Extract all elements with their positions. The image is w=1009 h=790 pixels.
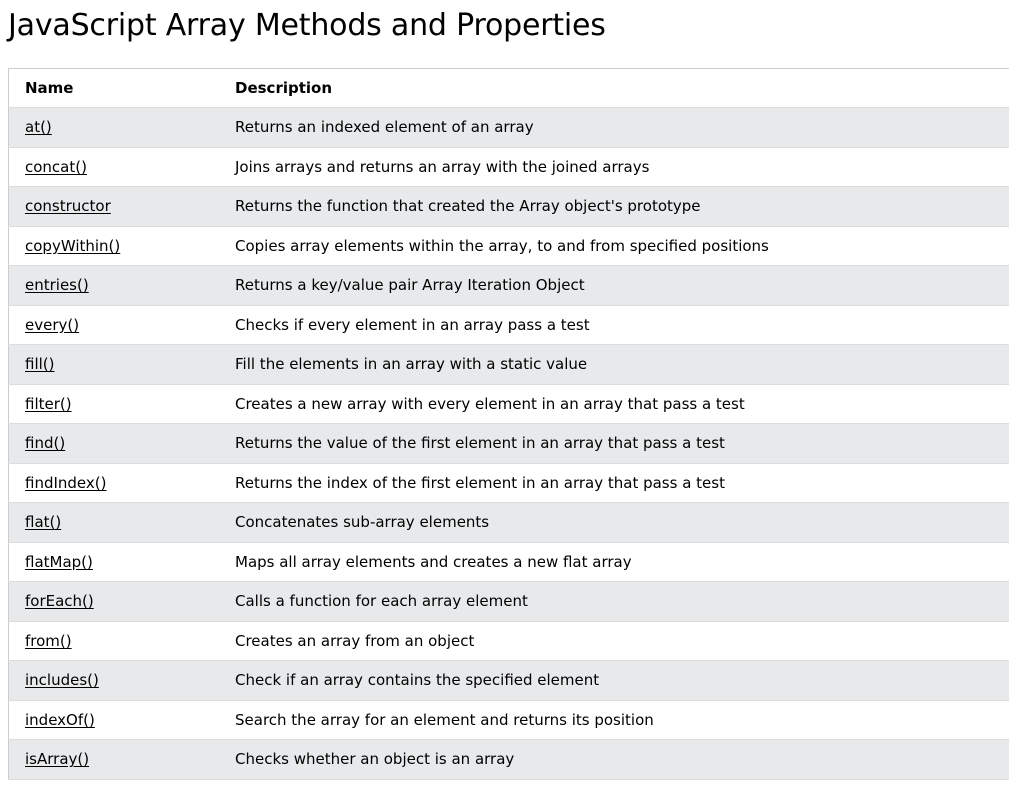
table-row [9, 226, 1009, 266]
method-name-cell [9, 147, 220, 187]
method-name-cell [9, 661, 220, 701]
table-row [9, 661, 1009, 701]
method-link[interactable]: constructor [25, 197, 111, 216]
method-name-cell [9, 187, 220, 227]
method-name-cell [9, 740, 220, 780]
method-link[interactable]: isArray() [25, 750, 90, 769]
method-link[interactable]: concat() [25, 157, 87, 176]
method-description: Returns the value of the first element in an array that pass a test [219, 424, 1009, 464]
method-description: Calls a function for each array element [219, 582, 1009, 622]
method-name-cell [9, 503, 220, 543]
table-row [9, 345, 1009, 385]
method-description: Copies array elements within the array, to and from specified positions [219, 226, 1009, 266]
table-row [9, 305, 1009, 345]
table-row [9, 621, 1009, 661]
method-description: Returns an indexed element of an array [219, 108, 1009, 148]
header-description: Description [219, 69, 1009, 108]
method-link[interactable]: at() [25, 118, 52, 137]
method-link[interactable]: filter() [25, 394, 72, 413]
method-description: Check if an array contains the specified element [219, 661, 1009, 701]
method-description: Concatenates sub-array elements [219, 503, 1009, 543]
method-link[interactable]: findIndex() [25, 473, 107, 492]
method-description: Fill the elements in an array with a static value [219, 345, 1009, 385]
method-name-cell [9, 305, 220, 345]
method-link[interactable]: every() [25, 315, 80, 334]
method-link[interactable]: fill() [25, 355, 55, 374]
method-link[interactable]: entries() [25, 276, 89, 295]
table-row [9, 424, 1009, 464]
method-link[interactable]: indexOf() [25, 710, 95, 729]
method-link[interactable]: flat() [25, 513, 62, 532]
method-description: Returns the index of the first element in an array that pass a test [219, 463, 1009, 503]
method-name-cell [9, 266, 220, 306]
method-name-cell [9, 108, 220, 148]
method-name-cell [9, 424, 220, 464]
method-description: Maps all array elements and creates a new flat array [219, 542, 1009, 582]
method-name-cell [9, 582, 220, 622]
method-name-cell [9, 621, 220, 661]
method-description: Search the array for an element and returns its position [219, 700, 1009, 740]
methods-table [8, 68, 1009, 780]
method-link[interactable]: flatMap() [25, 552, 93, 571]
table-row [9, 582, 1009, 622]
table-row [9, 700, 1009, 740]
table-row [9, 503, 1009, 543]
table-row [9, 147, 1009, 187]
method-description: Creates an array from an object [219, 621, 1009, 661]
method-name-cell [9, 345, 220, 385]
method-name-cell [9, 463, 220, 503]
method-name-cell [9, 384, 220, 424]
method-name-cell [9, 226, 220, 266]
table-row [9, 542, 1009, 582]
method-description: Returns the function that created the Array object's prototype [219, 187, 1009, 227]
table-body [9, 108, 1009, 780]
table-row [9, 384, 1009, 424]
table-row [9, 108, 1009, 148]
table-row [9, 187, 1009, 227]
method-description: Returns a key/value pair Array Iteration Object [219, 266, 1009, 306]
method-link[interactable]: includes() [25, 671, 99, 690]
method-name-cell [9, 542, 220, 582]
method-link[interactable]: find() [25, 434, 66, 453]
method-link[interactable]: copyWithin() [25, 236, 121, 255]
table-header-row [9, 69, 1009, 108]
header-name: Name [9, 69, 220, 108]
method-description: Joins arrays and returns an array with the joined arrays [219, 147, 1009, 187]
method-description: Checks whether an object is an array [219, 740, 1009, 780]
page-title: JavaScript Array Methods and Properties [8, 8, 606, 43]
method-link[interactable]: from() [25, 631, 72, 650]
method-link[interactable]: forEach() [25, 592, 94, 611]
method-description: Creates a new array with every element in an array that pass a test [219, 384, 1009, 424]
method-description: Checks if every element in an array pass a test [219, 305, 1009, 345]
table-row [9, 463, 1009, 503]
table-row [9, 740, 1009, 780]
method-name-cell [9, 700, 220, 740]
table-row [9, 266, 1009, 306]
